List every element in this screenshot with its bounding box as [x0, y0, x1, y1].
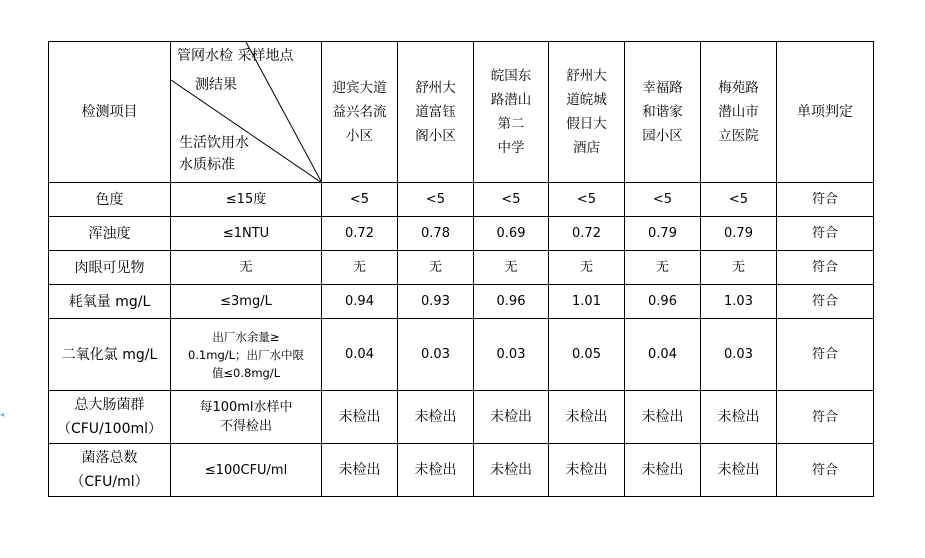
verdict-cell: 符合	[777, 217, 874, 251]
value-cell: <5	[474, 183, 549, 217]
table-row	[49, 251, 874, 285]
value-cell: 未检出	[474, 391, 549, 444]
header-row	[49, 42, 874, 183]
standard-cell: ≤3mg/L	[171, 285, 322, 319]
diag-label-top2: 测结果	[195, 77, 237, 93]
value-cell: <5	[549, 183, 625, 217]
value-cell: 未检出	[474, 444, 549, 497]
table-row	[49, 444, 874, 497]
table-row	[49, 217, 874, 251]
item-cell: 菌落总数 （CFU/ml）	[49, 444, 171, 497]
site-header: 幸福路 和谐家 园小区	[625, 42, 701, 183]
item-cell: 二氧化氯 mg/L	[49, 319, 171, 391]
diag-label-top: 管网水检 采样地点	[177, 48, 294, 64]
value-cell: <5	[701, 183, 777, 217]
value-cell: 未检出	[398, 444, 474, 497]
verdict-cell: 符合	[777, 444, 874, 497]
edge-marker: ◂	[0, 410, 5, 419]
value-cell: 未检出	[398, 391, 474, 444]
value-cell: 未检出	[625, 444, 701, 497]
value-cell: 0.79	[625, 217, 701, 251]
value-cell: 0.96	[474, 285, 549, 319]
value-cell: 未检出	[322, 391, 398, 444]
value-cell: <5	[322, 183, 398, 217]
value-cell: 未检出	[701, 444, 777, 497]
value-cell: 无	[549, 251, 625, 285]
standard-cell: ≤15度	[171, 183, 322, 217]
value-cell: 0.72	[549, 217, 625, 251]
table-row	[49, 183, 874, 217]
value-cell: 0.69	[474, 217, 549, 251]
value-cell: 0.04	[625, 319, 701, 391]
standard-cell: 出厂水余量≥ 0.1mg/L；出厂水中限 值≤0.8mg/L	[171, 319, 322, 391]
item-cell: 浑浊度	[49, 217, 171, 251]
standard-cell: 无	[171, 251, 322, 285]
standard-cell: ≤100CFU/ml	[171, 444, 322, 497]
value-cell: 0.79	[701, 217, 777, 251]
value-cell: 1.03	[701, 285, 777, 319]
item-cell: 耗氧量 mg/L	[49, 285, 171, 319]
item-cell: 肉眼可见物	[49, 251, 171, 285]
site-header: 迎宾大道 益兴名流 小区	[322, 42, 398, 183]
table-row	[49, 391, 874, 444]
value-cell: <5	[625, 183, 701, 217]
item-cell: 色度	[49, 183, 171, 217]
value-cell: <5	[398, 183, 474, 217]
site-header: 梅苑路 潜山市 立医院	[701, 42, 777, 183]
standard-cell: ≤1NTU	[171, 217, 322, 251]
value-cell: 0.96	[625, 285, 701, 319]
item-cell: 总大肠菌群 （CFU/100ml）	[49, 391, 171, 444]
site-header: 舒州大 道皖城 假日大 酒店	[549, 42, 625, 183]
value-cell: 0.93	[398, 285, 474, 319]
site-header: 皖国东 路潜山 第二 中学	[474, 42, 549, 183]
header-verdict: 单项判定	[777, 42, 874, 183]
diag-label-bottom: 生活饮用水 水质标准	[179, 135, 249, 173]
value-cell: 0.04	[322, 319, 398, 391]
value-cell: 未检出	[549, 444, 625, 497]
value-cell: 未检出	[625, 391, 701, 444]
value-cell: 无	[398, 251, 474, 285]
verdict-cell: 符合	[777, 285, 874, 319]
value-cell: 无	[625, 251, 701, 285]
value-cell: 0.94	[322, 285, 398, 319]
verdict-cell: 符合	[777, 391, 874, 444]
value-cell: 未检出	[701, 391, 777, 444]
standard-cell: 每100ml水样中 不得检出	[171, 391, 322, 444]
value-cell: 未检出	[549, 391, 625, 444]
header-item: 检测项目	[49, 42, 171, 183]
value-cell: 0.03	[701, 319, 777, 391]
value-cell: 0.03	[474, 319, 549, 391]
value-cell: 0.78	[398, 217, 474, 251]
water-quality-table	[48, 41, 874, 497]
value-cell: 无	[701, 251, 777, 285]
site-header: 舒州大 道富钰 阁小区	[398, 42, 474, 183]
table-row	[49, 285, 874, 319]
value-cell: 无	[474, 251, 549, 285]
verdict-cell: 符合	[777, 251, 874, 285]
verdict-cell: 符合	[777, 319, 874, 391]
value-cell: 未检出	[322, 444, 398, 497]
table-row	[49, 319, 874, 391]
value-cell: 无	[322, 251, 398, 285]
value-cell: 0.05	[549, 319, 625, 391]
value-cell: 0.72	[322, 217, 398, 251]
value-cell: 1.01	[549, 285, 625, 319]
diagonal-header-cell	[171, 42, 322, 183]
verdict-cell: 符合	[777, 183, 874, 217]
value-cell: 0.03	[398, 319, 474, 391]
